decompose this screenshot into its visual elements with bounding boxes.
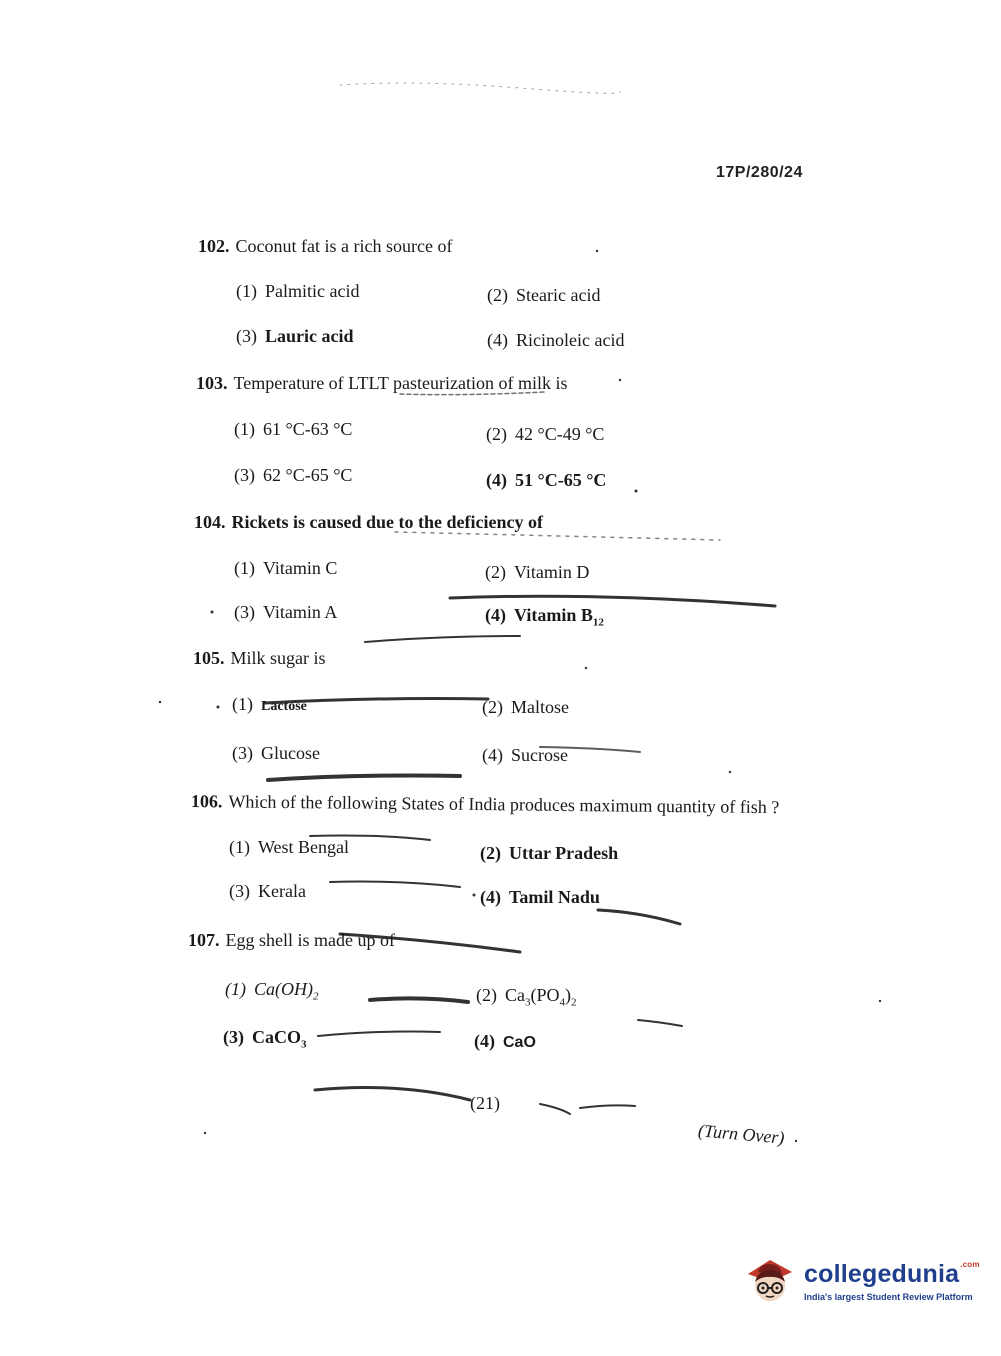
- option-text: Vitamin C: [263, 558, 338, 578]
- option-text: Stearic acid: [516, 285, 601, 305]
- option-number: (2): [480, 843, 501, 863]
- option-number: (1): [236, 281, 257, 301]
- option-text: 51 °C-65 °C: [515, 470, 607, 490]
- collegedunia-logo: [742, 1252, 980, 1312]
- option-number: (3): [234, 602, 255, 622]
- option-number: (1): [234, 558, 255, 578]
- option-102-4: [487, 329, 624, 351]
- option-text: Glucose: [261, 743, 320, 763]
- option-number: (4): [485, 605, 506, 625]
- option-105-2: [482, 696, 569, 718]
- question-text: Which of the following States of India produces maximum quantity of fish ?: [228, 791, 780, 818]
- option-text: Maltose: [511, 697, 569, 717]
- option-text: Vitamin A: [263, 602, 338, 622]
- option-text: CaCO: [252, 1027, 301, 1047]
- option-text: Lauric acid: [265, 326, 354, 346]
- option-106-1: [229, 836, 349, 858]
- question-104: [194, 511, 543, 533]
- option-text: Kerala: [258, 881, 306, 901]
- option-number: (2): [486, 424, 507, 444]
- option-103-4: [486, 469, 606, 491]
- option-107-2: [476, 984, 577, 1014]
- option-number: (2): [487, 285, 508, 305]
- option-number: (4): [474, 1031, 495, 1051]
- question-text: Temperature of LTLT pasteurization of milk is: [233, 373, 568, 393]
- option-103-2: [486, 423, 604, 445]
- question-number: 104.: [194, 512, 226, 532]
- option-104-2: [485, 561, 589, 583]
- option-105-1: [232, 693, 307, 718]
- question-number: 105.: [193, 648, 225, 668]
- paper-code: 17P/280/24: [716, 164, 803, 181]
- option-number: (1): [229, 837, 250, 857]
- option-106-2: [480, 842, 618, 864]
- option-number: (4): [482, 745, 503, 765]
- question-102: [198, 235, 452, 257]
- option-text-part: ): [565, 985, 572, 1005]
- option-number: (3): [232, 743, 253, 763]
- option-102-1: [236, 280, 359, 302]
- subscript: 4: [559, 996, 566, 1009]
- option-number: (4): [487, 330, 508, 350]
- option-103-3: [234, 464, 352, 486]
- logo-wordmark: [804, 1260, 980, 1289]
- question-text: Milk sugar is: [230, 648, 326, 668]
- option-107-3: [223, 1026, 307, 1056]
- option-text-part: (PO: [530, 985, 560, 1005]
- option-text: Ricinoleic acid: [516, 330, 625, 350]
- option-103-1: [234, 418, 352, 440]
- option-text: Ca: [505, 985, 525, 1005]
- question-number: 107.: [188, 930, 220, 950]
- subscript: 3: [301, 1038, 307, 1051]
- subscript: 2: [571, 996, 577, 1009]
- option-number: (1): [232, 694, 253, 714]
- option-number: (3): [229, 881, 250, 901]
- option-text: Vitamin D: [514, 562, 590, 582]
- option-number: (2): [482, 697, 503, 717]
- turn-over-note: (Turn Over): [697, 1120, 786, 1148]
- option-text: Lactose: [261, 699, 307, 714]
- option-text: Tamil Nadu: [509, 887, 600, 907]
- question-number: 102.: [198, 236, 230, 256]
- option-number: (2): [476, 985, 497, 1005]
- page-number: (21): [470, 1093, 500, 1113]
- option-106-3: [229, 880, 306, 902]
- option-102-2: [487, 284, 600, 306]
- option-104-3: [234, 601, 337, 623]
- option-text: Vitamin B: [514, 605, 593, 625]
- subscript: 12: [592, 616, 604, 629]
- option-text: West Bengal: [258, 837, 350, 857]
- option-104-1: [234, 557, 337, 579]
- option-105-3: [232, 742, 320, 764]
- option-text: Uttar Pradesh: [509, 843, 619, 863]
- question-text: Egg shell is made up of: [225, 930, 395, 950]
- option-text: 61 °C-63 °C: [263, 419, 353, 439]
- option-107-4: [474, 1030, 536, 1054]
- option-number: (1): [234, 419, 255, 439]
- logo-dotcom: .com: [960, 1260, 980, 1269]
- question-text: Rickets is caused due to the deficiency of: [231, 512, 543, 532]
- option-107-1: [225, 978, 319, 1008]
- option-text: 42 °C-49 °C: [515, 424, 605, 444]
- subscript: 3: [525, 996, 531, 1009]
- option-102-3: [236, 325, 354, 347]
- subscript: 2: [313, 990, 319, 1003]
- option-text: Sucrose: [511, 745, 568, 765]
- option-number: (1): [225, 979, 246, 999]
- option-number: (3): [234, 465, 255, 485]
- option-number: (2): [485, 562, 506, 582]
- option-number: (4): [480, 887, 501, 907]
- option-105-4: [482, 744, 568, 766]
- option-number: (3): [223, 1027, 244, 1047]
- question-number: 103.: [196, 373, 228, 393]
- logo-name-text: collegedunia: [804, 1260, 960, 1288]
- question-number: 106.: [190, 791, 223, 812]
- question-107: [188, 929, 395, 951]
- option-text: CaO: [503, 1034, 536, 1051]
- mascot-icon: [742, 1252, 798, 1308]
- option-text: 62 °C-65 °C: [263, 465, 353, 485]
- logo-tagline: India's largest Student Review Platform: [804, 1292, 973, 1302]
- question-103: [196, 372, 568, 394]
- option-104-4: [485, 604, 604, 634]
- option-number: (4): [486, 470, 507, 490]
- question-105: [193, 647, 326, 669]
- option-106-4: [480, 886, 600, 908]
- option-text: Palmitic acid: [265, 281, 360, 301]
- question-text: Coconut fat is a rich source of: [235, 236, 453, 256]
- option-number: (3): [236, 326, 257, 346]
- option-text: Ca(OH): [254, 979, 313, 999]
